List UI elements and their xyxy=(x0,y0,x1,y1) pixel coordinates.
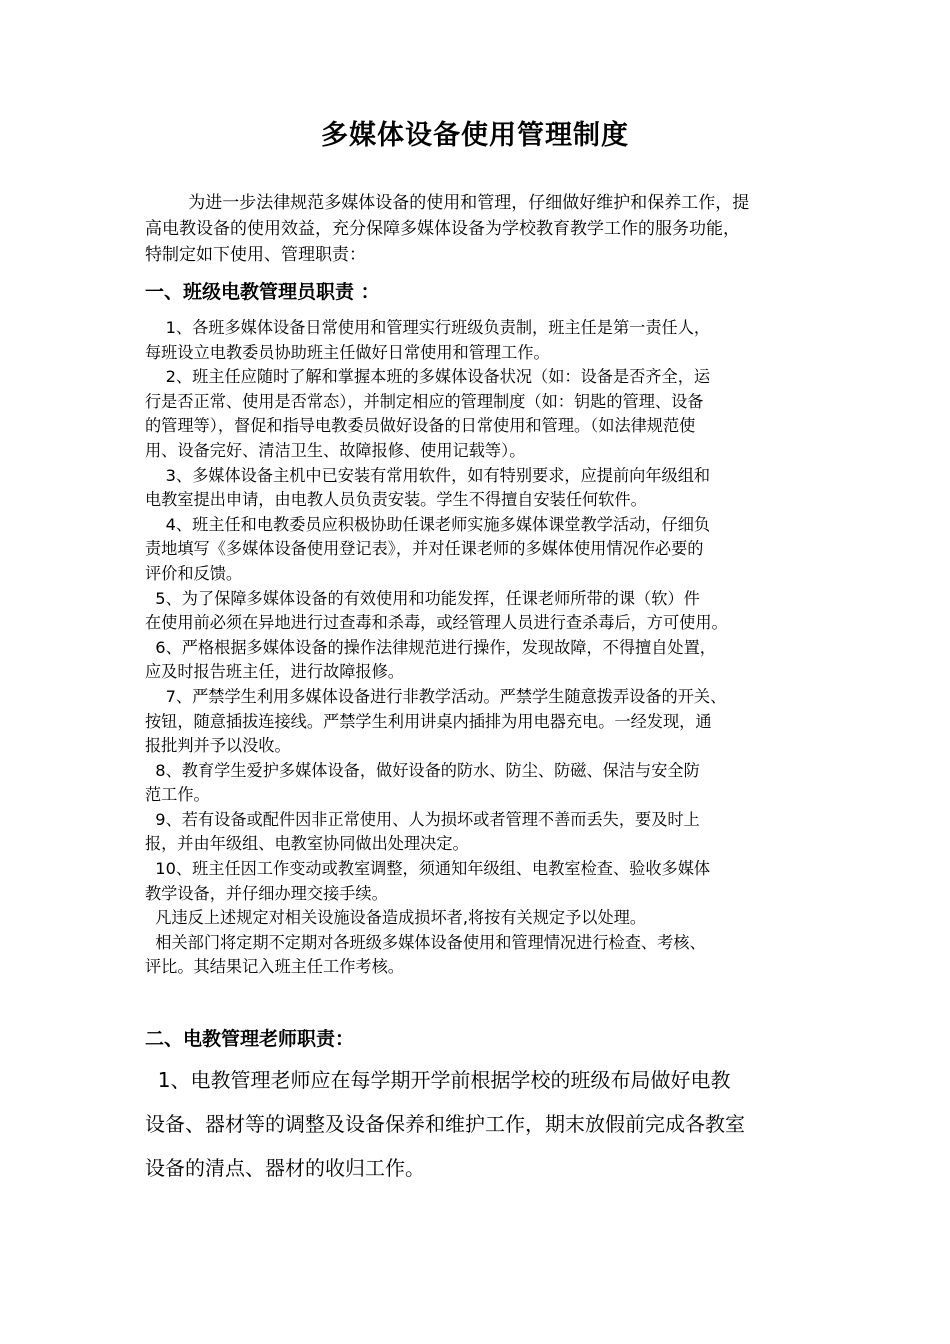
section1-line: 凡违反上述规定对相关设施设备造成损坏者,将按有关规定予以处理。 xyxy=(145,908,647,928)
document-title: 多媒体设备使用管理制度 xyxy=(321,120,629,151)
section1-line: 按钮，随意插拔连接线。严禁学生利用讲桌内插排为用电器充电。一经发现，通 xyxy=(145,711,712,731)
section1-line: 10、班主任因工作变动或教室调整，须通知年级组、电教室检查、验收多媒体 xyxy=(145,859,711,879)
section1-line: 每班设立电教委员协助班主任做好日常使用和管理工作。 xyxy=(145,342,550,362)
section1-line: 8、教育学生爱护多媒体设备，做好设备的防水、防尘、防磁、保洁与安全防 xyxy=(145,760,700,780)
section2-line: 1、电教管理老师应在每学期开学前根据学校的班级布局做好电教 xyxy=(145,1068,731,1092)
section1-line: 在使用前必须在异地进行过查毒和杀毒，或经管理人员进行查杀毒后，方可使用。 xyxy=(145,613,728,633)
section2-body xyxy=(145,1058,835,1190)
section1-line: 电教室提出申请，由电教人员负责安装。学生不得擅自安装任何软件。 xyxy=(145,490,647,510)
section1-line: 评价和反馈。 xyxy=(145,563,243,583)
intro-line: 为进一步法律规范多媒体设备的使用和管理，仔细做好维护和保养工作，提 xyxy=(145,193,750,213)
section1-line: 责地填写《多媒体设备使用登记表》，并对任课老师的多媒体使用情况作必要的 xyxy=(145,539,704,559)
section1-line: 用、设备完好、清洁卫生、故障报修、使用记载等）。 xyxy=(145,440,526,460)
section1-line: 9、若有设备或配件因非正常使用、人为损坏或者管理不善而丢失，要及时上 xyxy=(145,809,700,829)
section2-line: 设备的清点、器材的收归工作。 xyxy=(145,1156,425,1180)
section1-line: 教学设备，并仔细办理交接手续。 xyxy=(145,883,388,903)
section1-line: 范工作。 xyxy=(145,785,210,805)
intro-line: 特制定如下使用、管理职责： xyxy=(145,245,366,265)
section1-body xyxy=(145,316,835,980)
section1-line: 2、班主任应随时了解和掌握本班的多媒体设备状况（如：设备是否齐全，运 xyxy=(145,367,711,387)
section1-heading: 一、班级电教管理员职责 ： xyxy=(145,281,380,303)
section1-line: 评比。其结果记入班主任工作考核。 xyxy=(145,957,404,977)
intro-line: 高电教设备的使用效益，充分保障多媒体设备为学校教育教学工作的服务功能， xyxy=(145,219,740,239)
section1-line: 7、严禁学生利用多媒体设备进行非教学活动。严禁学生随意拨弄设备的开关、 xyxy=(145,686,727,706)
section2-heading: 二、电教管理老师职责： xyxy=(145,1028,355,1050)
section1-line: 6、严格根据多媒体设备的操作法律规范进行操作，发现故障，不得擅自处置， xyxy=(145,637,716,657)
section1-line: 4、班主任和电教委员应积极协助任课老师实施多媒体课堂教学活动，仔细负 xyxy=(145,514,711,534)
intro-paragraph xyxy=(145,190,825,268)
section1-line: 报，并由年级组、电教室协同做出处理决定。 xyxy=(145,834,469,854)
section2-line: 设备、器材等的调整及设备保养和维护工作，期末放假前完成各教室 xyxy=(145,1112,745,1136)
section1-line: 行是否正常、使用是否常态），并制定相应的管理制度（如：钥匙的管理、设备 xyxy=(145,391,704,411)
section1-line: 1、各班多媒体设备日常使用和管理实行班级负责制，班主任是第一责任人， xyxy=(145,318,711,337)
section1-line: 报批判并予以没收。 xyxy=(145,736,291,756)
section1-line: 3、多媒体设备主机中已安装有常用软件，如有特别要求，应提前向年级组和 xyxy=(145,465,711,485)
section1-line: 的管理等），督促和指导电教委员做好设备的日常使用和管理。（如法律规范使 xyxy=(145,416,696,436)
section1-line: 相关部门将定期不定期对各班级多媒体设备使用和管理情况进行检查、考核、 xyxy=(145,932,706,952)
section1-line: 5、为了保障多媒体设备的有效使用和功能发挥，任课老师所带的课（软）件 xyxy=(145,588,700,608)
section1-line: 应及时报告班主任，进行故障报修。 xyxy=(145,662,404,682)
